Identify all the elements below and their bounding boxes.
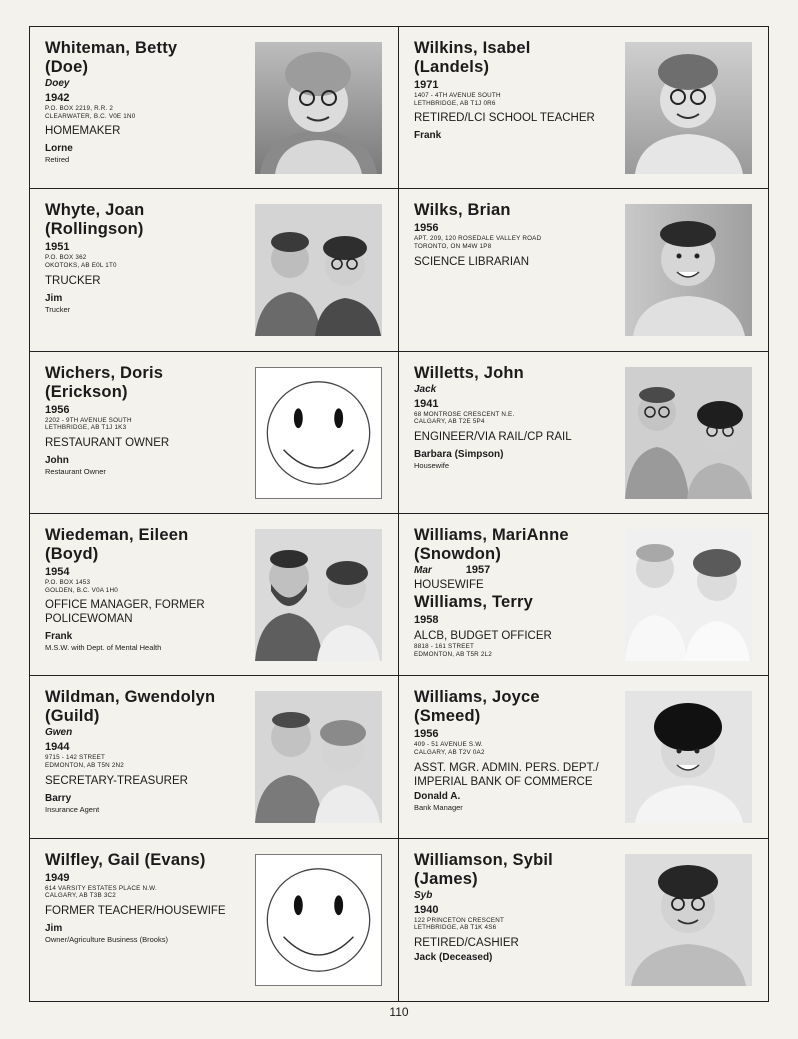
entry-info [414,39,619,142]
entry-name: Wilfley, Gail (Evans) [45,850,206,869]
couple-portrait-icon [255,691,382,823]
entry-spouse: Jim [45,922,63,934]
entry-info [414,364,619,471]
portrait-photo [625,691,752,823]
entry-spouse-occupation: M.S.W. with Dept. of Mental Health [45,643,162,653]
entry-address-line1: 122 PRINCETON CRESCENT [414,916,505,924]
entry-williamson-sybil [399,839,768,1001]
entry-whyte-joan [30,189,399,351]
entry-maiden-name: (Snowdon) [414,544,502,563]
directory-grid [29,26,769,1002]
entry-wilkins-isabel [399,27,768,189]
entry-year: 1940 [414,903,439,916]
entry-willetts-john [399,352,768,514]
entry-address-line2: GOLDEN, B.C. V0A 1H0 [45,586,118,594]
entry-address-line2: EDMONTON, AB T5R 2L2 [414,650,492,658]
entry-address-line2: LETHBRIDGE, AB T1J 0R6 [414,99,496,107]
entry-second-occupation: ALCB, BUDGET OFFICER [414,629,552,642]
entry-address-line2: CALGARY, AB T2E 5P4 [414,418,485,426]
entry-maiden-name: (Rollingson) [45,220,144,239]
woman-portrait-icon [625,854,752,986]
portrait-photo [625,529,752,661]
couple-portrait-icon [625,367,752,499]
entry-address-line1: 1407 - 4TH AVENUE SOUTH [414,92,501,99]
entry-maiden-name: (Landels) [414,58,490,76]
entry-williams-joyce [399,676,768,838]
entry-address-line2: TORONTO, ON M4W 1P8 [414,242,492,250]
entry-wichers-doris [30,352,399,514]
entry-spouse-occupation: Housewife [414,460,450,470]
entry-address-line1: 2202 - 9TH AVENUE SOUTH [45,416,132,424]
smiley-placeholder [255,367,382,499]
portrait-photo [255,691,382,823]
entry-address-line1: 68 MONTROSE CRESCENT N.E. [414,410,515,418]
entry-spouse-occupation: Trucker [45,304,71,314]
entry-spouse: Barry [45,792,72,804]
page-number: 110 [389,1005,409,1019]
entry-address-line1: APT. 209, 120 ROSEDALE VALLEY ROAD [414,235,542,243]
entry-year: 1949 [45,871,70,884]
entry-address-line1: 409 - 51 AVENUE S.W. [414,741,483,749]
entry-maiden-name: (Doe) [45,58,89,76]
entry-spouse: Frank [414,130,442,142]
entry-occupation: HOMEMAKER [45,125,121,138]
entry-name: Whiteman, Betty [45,39,178,57]
entry-year: 1944 [45,741,70,754]
entry-spouse-occupation: Owner/Agriculture Business (Brooks) [45,934,168,944]
entry-year: 1956 [414,728,439,741]
entry-wiedeman-eileen [30,514,399,676]
entry-address-line1: 9715 - 142 STREET [45,754,106,762]
entry-name: Williams, Joyce [414,688,540,707]
portrait-photo [255,42,382,174]
entry-nickname: Mar [414,564,432,576]
couple-portrait-icon [625,529,752,661]
entry-spouse-occupation: Bank Manager [414,802,463,812]
entry-wilfley-gail [30,839,399,1001]
entry-address-line2: CLEARWATER, B.C. V0E 1N0 [45,112,136,120]
entry-name: Wilks, Brian [414,201,511,220]
entry-name: Wiedeman, Eileen [45,525,189,544]
entry-spouse: Donald A. [414,790,461,802]
entry-williams-marianne [399,514,768,676]
entry-address-line2: CALGARY, AB T3B 3C2 [45,892,117,900]
entry-second-name: Williams, Terry [414,592,534,611]
entry-year: 1941 [414,397,439,410]
man-portrait-icon [625,204,752,336]
entry-nickname: Syb [414,889,433,901]
woman-portrait-icon [625,42,752,174]
entry-second-year: 1958 [414,613,439,626]
couple-portrait-icon [255,204,382,336]
entry-year: 1956 [45,403,70,416]
entry-info [45,364,250,477]
entry-nickname: Jack [414,383,437,395]
entry-year: 1951 [45,241,70,254]
entry-name: Wildman, Gwendolyn [45,688,216,707]
entry-maiden-name: (James) [414,869,478,888]
entry-address-line2: EDMONTON, AB T5N 2N2 [45,761,124,769]
entry-info [414,688,619,812]
entry-address-line1: P.O. BOX 362 [45,254,87,262]
entry-name: Williamson, Sybil [414,850,553,869]
portrait-photo [255,529,382,661]
entry-address-line2: LETHBRIDGE, AB T1K 4S6 [414,924,497,932]
woman-portrait-icon [625,691,752,823]
entry-spouse: John [45,454,69,466]
smiley-placeholder [255,854,382,986]
entry-nickname: Gwen [45,727,73,739]
entry-name: Wilkins, Isabel [414,39,531,57]
woman-portrait-icon [255,42,382,174]
entry-wildman-gwendolyn [30,676,399,838]
entry-info [45,526,250,653]
entry-occupation: OFFICE MANAGER, FORMER POLICEWOMAN [45,599,205,626]
entry-spouse-occupation: Retired [45,155,70,165]
entry-info [414,851,619,964]
entry-spouse: Barbara (Simpson) [414,448,504,460]
portrait-photo [625,42,752,174]
entry-spouse: Frank [45,631,73,643]
entry-name: Whyte, Joan [45,201,145,220]
entry-year: 1942 [45,92,70,104]
entry-year: 1956 [414,222,439,235]
entry-occupation: SECRETARY-TREASURER [45,774,188,787]
couple-portrait-icon [255,529,382,661]
entry-occupation: FORMER TEACHER/HOUSEWIFE [45,904,226,917]
entry-year: 1954 [45,565,70,578]
entry-maiden-name: (Erickson) [45,382,128,401]
entry-name: Wichers, Doris [45,363,164,382]
entry-occupation: SCIENCE LIBRARIAN [414,255,530,268]
entry-occupation: HOUSEWIFE [414,578,484,591]
entry-occupation: RETIRED/CASHIER [414,936,519,949]
entry-address-line2: OKOTOKS, AB E0L 1T0 [45,261,117,269]
entry-info [45,688,250,814]
entry-spouse: Jack (Deceased) [414,951,493,963]
entry-name: Willetts, John [414,363,524,382]
entry-info [45,39,250,165]
entry-spouse-occupation: Insurance Agent [45,804,100,814]
entry-year: 1971 [414,79,439,91]
entry-info [414,526,619,658]
portrait-photo [625,854,752,986]
entry-occupation: RETIRED/LCI SCHOOL TEACHER [414,112,595,125]
entry-maiden-name: (Guild) [45,707,100,726]
entry-spouse: Jim [45,292,63,304]
entry-occupation: RESTAURANT OWNER [45,436,170,449]
entry-nickname: Doey [45,78,70,89]
entry-address-line1: 8818 - 161 STREET [414,642,475,650]
entry-info [45,851,250,945]
entry-year: 1957 [465,563,491,576]
portrait-photo [625,204,752,336]
entry-address-line1: P.O. BOX 1453 [45,578,91,586]
entry-name: Williams, MariAnne [414,525,569,544]
entry-wilks-brian [399,189,768,351]
portrait-photo [255,204,382,336]
entry-info [45,201,250,314]
entry-address-line1: P.O. BOX 2219, R.R. 2 [45,105,114,112]
entry-maiden-name: (Smeed) [414,707,481,726]
portrait-photo [625,367,752,499]
smiley-face-icon [256,368,381,498]
entry-address-line2: CALGARY, AB T2V 0A2 [414,748,485,756]
entry-maiden-name: (Boyd) [45,544,99,563]
entry-spouse: Lorne [45,143,73,155]
entry-address-line2: LETHBRIDGE, AB T1J 1K3 [45,424,127,432]
entry-spouse-occupation: Restaurant Owner [45,466,106,476]
entry-whiteman-betty [30,27,399,189]
smiley-face-icon [256,855,381,985]
entry-address-line1: 614 VARSITY ESTATES PLACE N.W. [45,884,157,892]
entry-occupation: ENGINEER/VIA RAIL/CP RAIL [414,430,572,443]
nickname-year-row [414,564,619,577]
entry-info [414,201,619,268]
entry-occupation: ASST. MGR. ADMIN. PERS. DEPT./ IMPERIAL BANK OF COMMERCE [414,761,599,788]
entry-occupation: TRUCKER [45,274,101,287]
